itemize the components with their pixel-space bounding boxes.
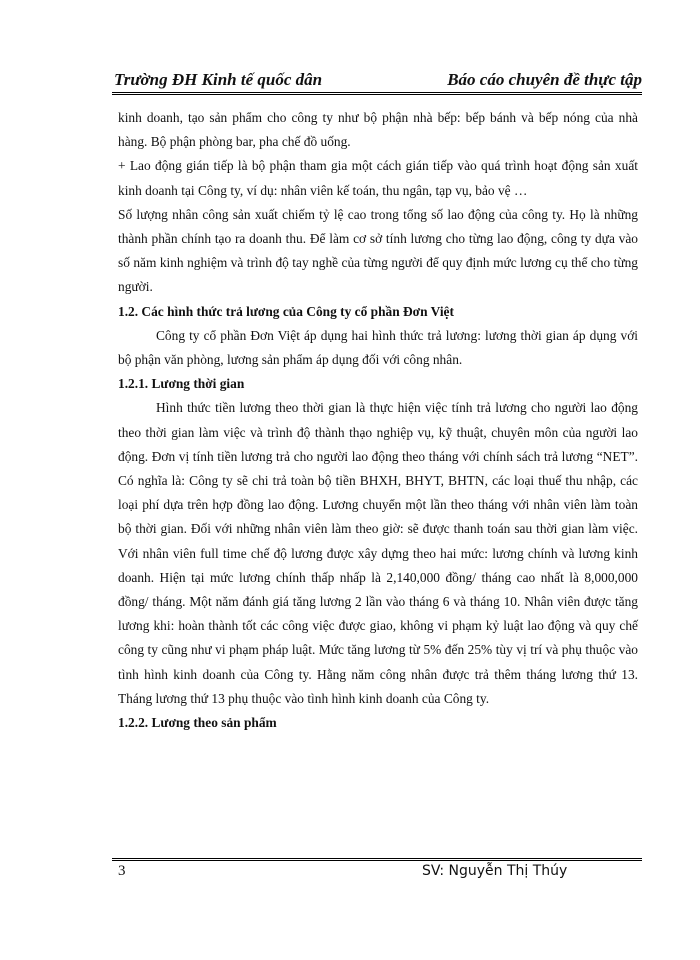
page-footer	[112, 858, 642, 883]
subsection-heading: 1.2.2. Lương theo sản phẩm	[118, 715, 277, 731]
header-report-title: Báo cáo chuyên đề thực tập	[447, 70, 642, 89]
paragraph: Công ty cổ phần Đơn Việt áp dụng hai hình thức trả lương: lương thời gian áp dụng với bộ phận văn phòng, lương sản phẩm áp dụng đối với công nhân.	[118, 327, 638, 368]
header-university: Trường ĐH Kinh tế quốc dân	[114, 70, 323, 89]
paragraph: kinh doanh, tạo sản phẩm cho công ty như bộ phận nhà bếp: bếp bánh và bếp nóng của nhà hàng. Bộ phận phòng bar, pha chế đồ uống.	[118, 110, 638, 150]
document-body	[118, 106, 638, 735]
section-heading: 1.2. Các hình thức trả lương của Công ty cổ phần Đơn Việt	[118, 303, 454, 319]
page-number: 3	[118, 863, 126, 879]
paragraph: Số lượng nhân công sản xuất chiếm tỷ lệ cao trong tổng số lao động của công ty. Họ là những thành phần chính tạo ra doanh thu. Để làm cơ sở tính lương cho từng lao động, công ty dựa vào số năm kinh nghiệm và trình độ tay nghề của từng người để quy định mức lương cụ thể cho từng người.	[118, 206, 638, 295]
page-header	[112, 68, 642, 95]
student-name: SV: Nguyễn Thị Thúy	[422, 863, 568, 879]
paragraph: Hình thức tiền lương theo thời gian là thực hiện việc tính trả lương cho người lao động theo thời gian làm việc và trình độ thành thạo nghiệp vụ, kỹ thuật, chuyên môn của người lao động. Đơn vị tính tiền lương trả cho người lao động theo tháng với chính sách trả lương “NET”. Có nghĩa là: Công ty sẽ chi trả toàn bộ tiền BHXH, BHYT, BHTN, các loại thuế thu nhập, các loại phí dựa trên hợp đồng lao động. Lương chuyển một lần theo tháng với nhân viên làm toàn bộ thời gian. Đối với những nhân viên làm theo giờ: sẽ được thanh toán sau thời gian làm việc. Với nhân viên full time chế độ lương được xây dựng theo hai mức: lương chính và lương kinh doanh. Hiện tại mức lương chính thấp nhấp là 2,140,000 đồng/ tháng cao nhất là 8,000,000 đồng/ tháng. Một năm đánh giá tăng lương 2 lần vào tháng 6 và tháng 10. Nhân viên được tăng lương khi: hoàn thành tốt các công việc được giao, không vi phạm kỷ luật lao động và quy chế công ty cũng như vi phạm pháp luật. Mức tăng lương từ 5% đến 25% tùy vị trí và phụ thuộc vào tình hình kinh doanh của Công ty. Hằng năm công nhân được trả thêm tháng lương thứ 13. Tháng lương thứ 13 phụ thuộc vào tình hình kinh doanh của Công ty.	[118, 400, 638, 706]
subsection-heading: 1.2.1. Lương thời gian	[118, 376, 245, 392]
paragraph: + Lao động gián tiếp là bộ phận tham gia một cách gián tiếp vào quá trình hoạt động sản xuất kinh doanh tại Công ty, ví dụ: nhân viên kế toán, thu ngân, tạp vụ, bảo vệ …	[118, 158, 638, 198]
